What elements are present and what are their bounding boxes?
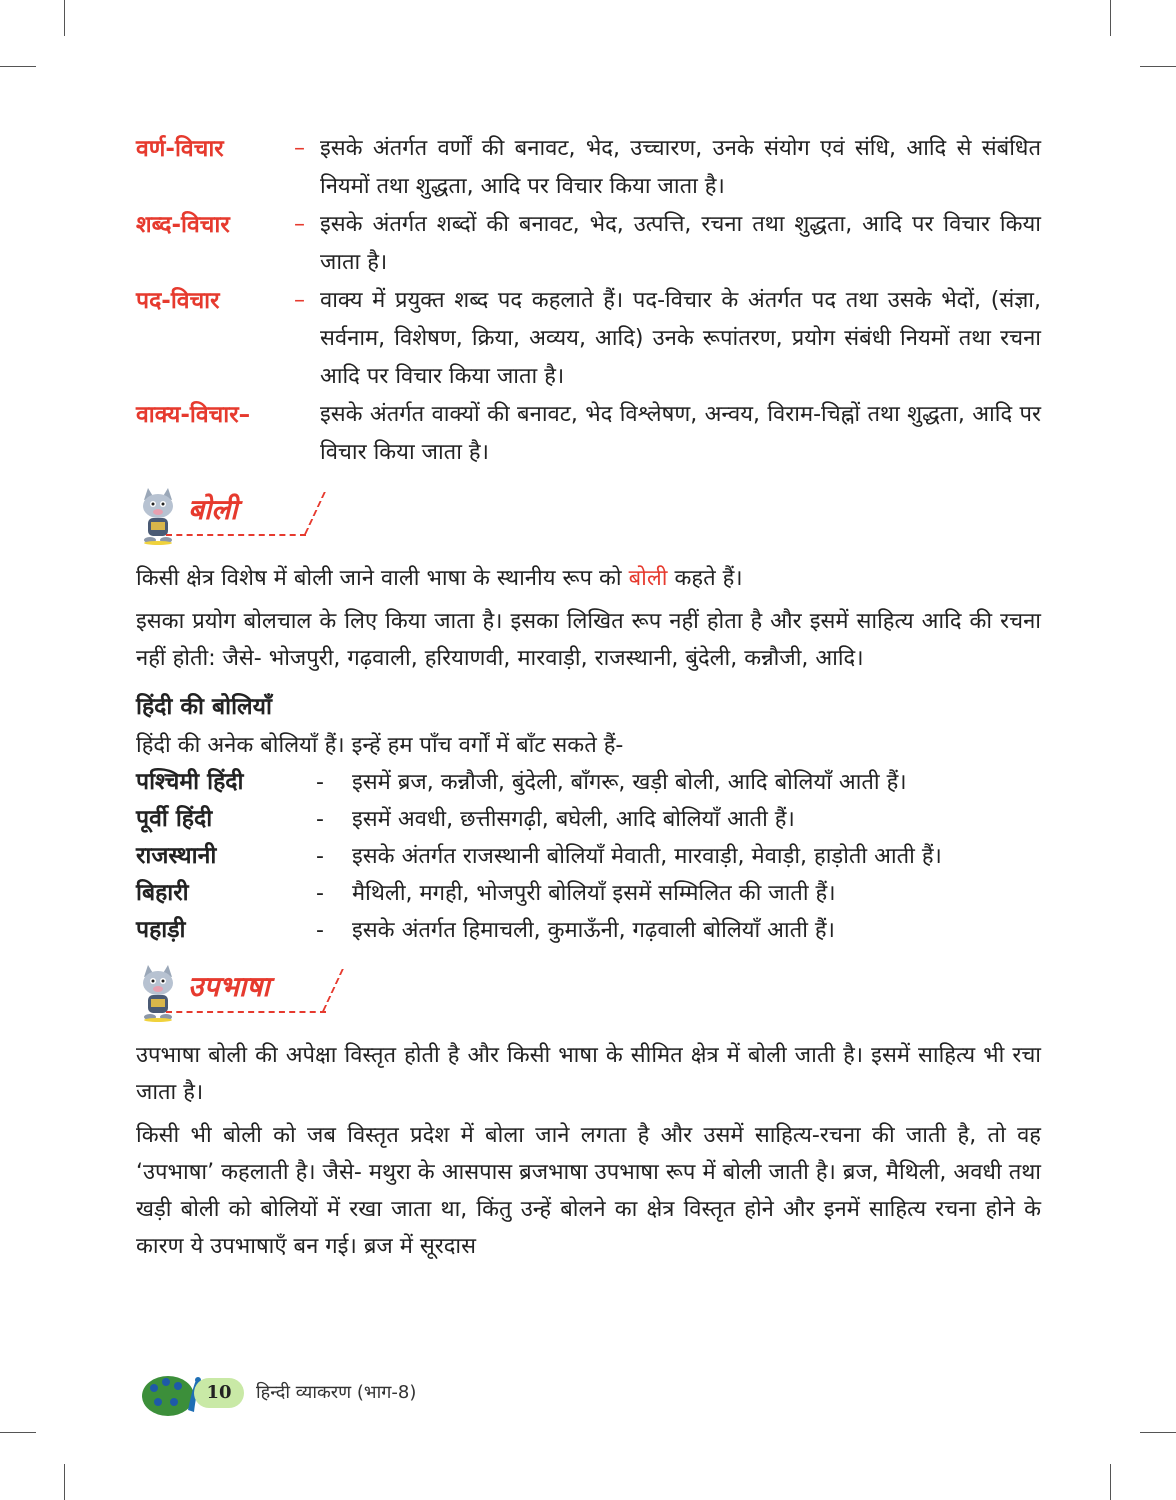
dialect-term: पश्चिमी हिंदी xyxy=(136,769,244,795)
dialect-dash: - xyxy=(316,807,324,832)
upbhasha-heading xyxy=(136,963,1041,1023)
text-run: कहते हैं। xyxy=(667,566,743,591)
definition-dash: – xyxy=(294,136,305,161)
crop-mark xyxy=(64,0,65,36)
cat-mascot-icon xyxy=(136,963,180,1023)
dialect-term: पहाड़ी xyxy=(136,917,186,943)
definition-term: वाक्य-विचार– xyxy=(136,402,251,428)
crop-mark xyxy=(1140,66,1176,67)
paragraph: हिंदी की अनेक बोलियाँ हैं। इन्हें हम पाँच वर्गों में बाँट सकते हैं- xyxy=(136,733,624,758)
crop-mark xyxy=(1110,0,1111,36)
highlighted-term: बोली xyxy=(628,566,668,591)
heading-underline xyxy=(166,1011,326,1013)
crop-mark xyxy=(0,66,36,67)
dialect-dash: - xyxy=(316,844,324,869)
section-title: उपभाषा xyxy=(188,970,270,1003)
page-content xyxy=(136,130,1041,1271)
definitions-section xyxy=(136,130,1041,472)
dialect-row xyxy=(136,838,1041,875)
heading-slant xyxy=(322,969,346,1011)
page-number-badge: 10 xyxy=(194,1378,244,1408)
upbhasha-section xyxy=(136,1037,1041,1265)
section-title: बोली xyxy=(188,493,238,526)
text-run: किसी क्षेत्र विशेष में बोली जाने वाली भाषा के स्थानीय रूप को xyxy=(136,566,629,591)
paragraph: उपभाषा बोली की अपेक्षा विस्तृत होती है और किसी भाषा के सीमित क्षेत्र में बोली जाती है। इसमें साहित्य भी रचा जाता है। xyxy=(136,1043,1041,1105)
definition-term: वर्ण-विचार xyxy=(136,136,224,162)
dialect-text: इसमें अवधी, छत्तीसगढ़ी, बघेली, आदि बोलियाँ आती हैं। xyxy=(352,807,795,832)
definition-row xyxy=(136,130,1041,206)
definition-text: इसके अंतर्गत वाक्यों की बनावट, भेद विश्लेषण, अन्वय, विराम-चिह्नों तथा शुद्धता, आदि पर विचार किया जाता है। xyxy=(320,402,1041,465)
dialect-row xyxy=(136,764,1041,801)
dialect-row xyxy=(136,801,1041,838)
boli-heading xyxy=(136,486,1041,546)
dialect-text: इसमें ब्रज, कन्नौजी, बुंदेली, बाँगरू, खड़ी बोली, आदि बोलियाँ आती हैं। xyxy=(352,770,907,795)
cat-mascot-icon xyxy=(136,486,180,546)
definition-row xyxy=(136,206,1041,282)
definition-text: इसके अंतर्गत वर्णों की बनावट, भेद, उच्चारण, उनके संयोग एवं संधि, आदि से संबंधित नियमों तथा शुद्धता, आदि पर विचार किया जाता है। xyxy=(320,136,1041,199)
definition-row xyxy=(136,282,1041,396)
dialect-text: इसके अंतर्गत राजस्थानी बोलियाँ मेवाती, मारवाड़ी, मेवाड़ी, हाड़ोती आती हैं। xyxy=(352,844,942,869)
definition-term: शब्द-विचार xyxy=(136,212,230,238)
heading-underline xyxy=(166,534,306,536)
page-footer xyxy=(140,1370,640,1420)
crop-mark xyxy=(1110,1464,1111,1500)
definition-text: वाक्य में प्रयुक्त शब्द पद कहलाते हैं। पद-विचार के अंतर्गत पद तथा उसके भेदों, (संज्ञा, सर्वनाम, विशेषण, क्रिया, अव्यय, आदि) उनके रूपांतरण, प्रयोग संबंधी नियमों तथा रचना आदि पर विचार किया जाता है। xyxy=(320,288,1041,389)
dialect-term: राजस्थानी xyxy=(136,843,217,869)
dialect-row xyxy=(136,875,1041,912)
definition-row xyxy=(136,396,1041,472)
dialect-dash: - xyxy=(316,881,324,906)
boli-section xyxy=(136,560,1041,949)
dialect-text: इसके अंतर्गत हिमाचली, कुमाऊँनी, गढ़वाली बोलियाँ आती हैं। xyxy=(352,918,835,943)
book-title: हिन्दी व्याकरण (भाग-8) xyxy=(256,1382,417,1403)
paragraph: इसका प्रयोग बोलचाल के लिए किया जाता है। इसका लिखित रूप नहीं होता है और इसमें साहित्य आदि की रचना नहीं होती: जैसे- भोजपुरी, गढ़वाली, हरियाणवी, मारवाड़ी, राजस्थानी, बुंदेली, कन्नौजी, आदि। xyxy=(136,609,1041,671)
paragraph: किसी भी बोली को जब विस्तृत प्रदेश में बोला जाने लगता है और उसमें साहित्य-रचना की जाती है, तो वह ‘उपभाषा’ कहलाती है। जैसे- मथुरा के आसपास ब्रजभाषा उपभाषा रूप में बोली जाती है। ब्रज, मैथिली, अवधी तथा खड़ी बोली को बोलियों में रखा जाता था, किंतु उन्हें बोलने का क्षेत्र विस्तृत होने और इनमें साहित्य रचना होने के कारण ये उपभाषाएँ बन गई। ब्रज में सूरदास xyxy=(136,1123,1041,1259)
definition-dash: – xyxy=(294,212,305,237)
crop-mark xyxy=(1140,1432,1176,1433)
dialect-row xyxy=(136,912,1041,949)
definition-term: पद-विचार xyxy=(136,288,220,314)
heading-slant xyxy=(304,492,328,534)
crop-mark xyxy=(0,1432,36,1433)
crop-mark xyxy=(64,1464,65,1500)
paragraph xyxy=(136,560,1041,597)
definition-dash: – xyxy=(294,288,305,313)
definition-text: इसके अंतर्गत शब्दों की बनावट, भेद, उत्पत्ति, रचना तथा शुद्धता, आदि पर विचार किया जाता है। xyxy=(320,212,1041,275)
dialect-dash: - xyxy=(316,770,324,795)
dialect-term: पूर्वी हिंदी xyxy=(136,806,213,832)
dialect-dash: - xyxy=(316,918,324,943)
dialect-text: मैथिली, मगही, भोजपुरी बोलियाँ इसमें सम्मिलित की जाती हैं। xyxy=(352,881,836,906)
subheading: हिंदी की बोलियाँ xyxy=(136,694,272,720)
dialect-term: बिहारी xyxy=(136,880,189,906)
definition-dash xyxy=(294,396,320,472)
